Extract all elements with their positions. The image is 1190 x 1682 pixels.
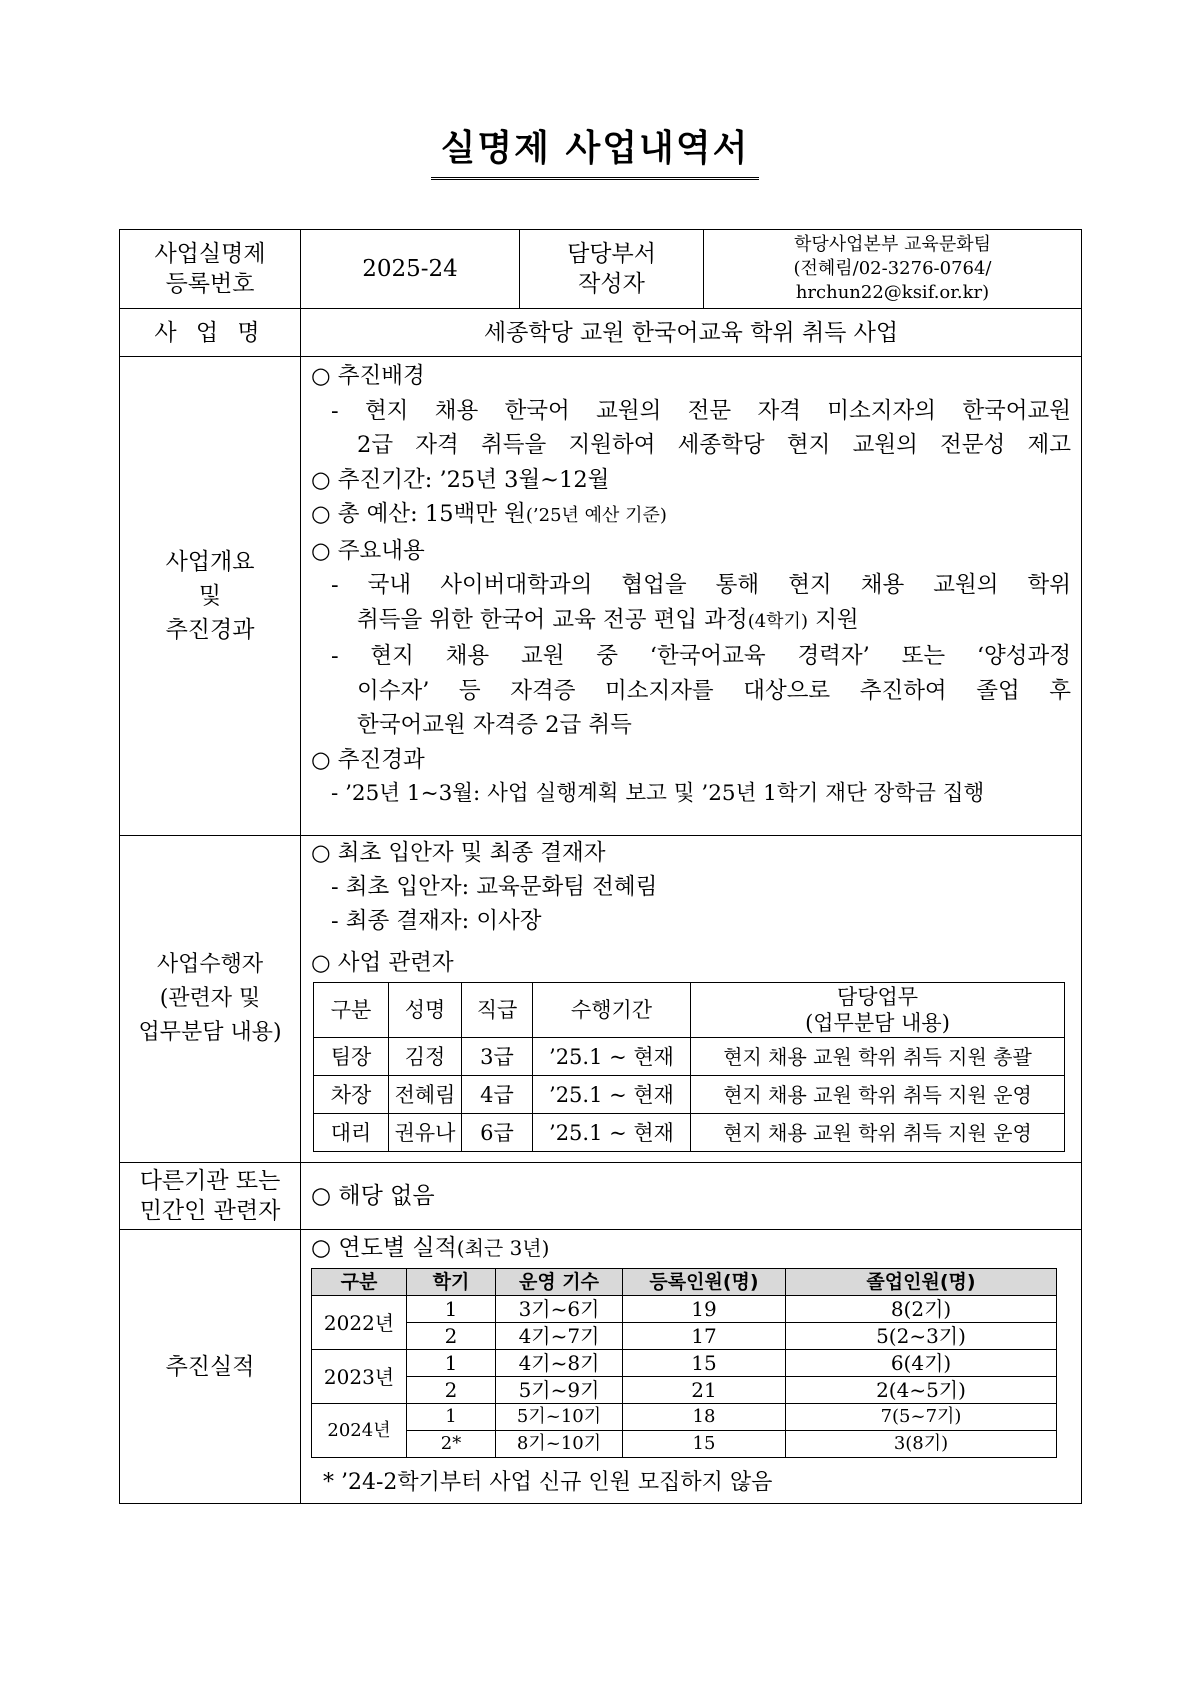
- author-email: hrchun22@ksif.or.kr): [795, 282, 990, 303]
- results-title: [301, 1230, 1081, 1266]
- period: ○ 추진기간: ’25년 3월~12월: [311, 466, 610, 493]
- row-role: 팀장: [314, 1038, 389, 1076]
- row-graduated: 3(8기): [786, 1431, 1057, 1458]
- col-duty-header: [691, 983, 1065, 1038]
- others-label: [120, 1163, 301, 1229]
- others-label-line1: 다른기관 또는: [139, 1168, 281, 1194]
- table-row: [312, 1404, 1057, 1431]
- overview-label-line1: 사업개요: [165, 549, 255, 575]
- overview-content: [301, 357, 1081, 835]
- col-term-header: 학기: [407, 1269, 496, 1296]
- row-year: 2023년: [312, 1350, 407, 1404]
- results-title-main: ○ 연도별 실적: [311, 1235, 457, 1261]
- row-graduated: 7(5~7기): [786, 1404, 1057, 1431]
- content1-line2-text: 취득을 위한 한국어 교육 전공 편입 과정: [357, 606, 748, 633]
- results-content: [301, 1230, 1081, 1503]
- department-label: 담당부서 작성자: [520, 230, 704, 308]
- performer-content: [301, 836, 1081, 1162]
- row-graduated: 6(4기): [786, 1350, 1057, 1377]
- registration-label: 사업실명제 등록번호: [120, 230, 301, 308]
- project-name-label: 사 업 명: [120, 309, 301, 356]
- drafter: - 최초 입안자: 교육문화팀 전혜림: [331, 874, 658, 900]
- row-term: 1: [407, 1404, 496, 1431]
- col-enrolled-header: 등록인원(명): [623, 1269, 786, 1296]
- table-row: [314, 1076, 1065, 1114]
- col-role-header: 구분: [314, 983, 389, 1038]
- results-row: [120, 1229, 1081, 1503]
- table-row: [312, 1350, 1057, 1377]
- performer-label-line2: (관련자 및: [159, 986, 261, 1011]
- registration-row: [120, 230, 1081, 308]
- row-graduated: 8(2기): [786, 1296, 1057, 1323]
- row-name: 전혜림: [389, 1076, 462, 1114]
- content2-line1: - 현지 채용 교원 중 ‘한국어교육 경력자’ 또는 ‘양성과정: [331, 643, 1071, 669]
- col-duty-header-line1: 담당업무: [836, 985, 919, 1009]
- row-period: ’25.1 ~ 현재: [533, 1114, 691, 1152]
- document-title-wrap: [0, 120, 1190, 180]
- performer-row: [120, 835, 1081, 1162]
- table-row: [312, 1323, 1057, 1350]
- row-grade: 3급: [462, 1038, 533, 1076]
- row-term: 1: [407, 1350, 496, 1377]
- others-row: [120, 1162, 1081, 1229]
- row-duty: 현지 채용 교원 학위 취득 지원 운영: [691, 1076, 1065, 1114]
- progress-line: - ’25년 1~3월: 사업 실행계획 보고 및 ’25년 1학기 재단 장학금 집행: [331, 781, 985, 806]
- row-duty: 현지 채용 교원 학위 취득 지원 총괄: [691, 1038, 1065, 1076]
- row-cohort: 8기~10기: [496, 1431, 623, 1458]
- registration-number: 2025-24: [301, 230, 520, 308]
- row-term: 2: [407, 1377, 496, 1404]
- results-label: 추진실적: [120, 1230, 301, 1503]
- project-name-value: 세종학당 교원 한국어교육 학위 취득 사업: [483, 319, 899, 346]
- content2-line2: 이수자’ 등 자격증 미소지자를 대상으로 추진하여 졸업 후: [357, 677, 1071, 704]
- others-value: ○ 해당 없음: [311, 1183, 435, 1209]
- row-role: 차장: [314, 1076, 389, 1114]
- content1-line1: - 국내 사이버대학과의 협업을 통해 현지 채용 교원의 학위: [331, 572, 1071, 598]
- content-title: ○ 주요내용: [311, 537, 425, 564]
- row-graduated: 2(4~5기): [786, 1377, 1057, 1404]
- row-name: 권유나: [389, 1114, 462, 1152]
- row-duty: 현지 채용 교원 학위 취득 지원 운영: [691, 1114, 1065, 1152]
- table-row: [314, 1038, 1065, 1076]
- business-record-table: [119, 229, 1082, 1504]
- row-cohort: 5기~10기: [496, 1404, 623, 1431]
- results-title-note: (최근 3년): [456, 1236, 550, 1260]
- row-name: 김정: [389, 1038, 462, 1076]
- table-row: [312, 1296, 1057, 1323]
- row-role: 대리: [314, 1114, 389, 1152]
- department-info: [704, 230, 1081, 308]
- row-grade: 4급: [462, 1076, 533, 1114]
- col-cohort-header: 운영 기수: [496, 1269, 623, 1296]
- row-enrolled: 15: [623, 1350, 786, 1377]
- col-name-header: 성명: [389, 983, 462, 1038]
- col-period-header: 수행기간: [533, 983, 691, 1038]
- others-label-line2: 민간인 관련자: [139, 1198, 281, 1224]
- col-duty-header-line2: (업무분담 내용): [805, 1011, 950, 1035]
- first-drafter-title: ○ 최초 입안자 및 최종 결재자: [311, 840, 606, 866]
- performer-label-line3: 업무분담 내용): [138, 1020, 282, 1045]
- department-name: 학당사업본부 교육문화팀: [794, 234, 991, 255]
- content1-line2: [301, 603, 1081, 640]
- results-footnote: * ’24-2학기부터 사업 신규 인원 모집하지 않음: [323, 1470, 773, 1495]
- related-title: ○ 사업 관련자: [311, 950, 454, 976]
- results-header-row: [312, 1269, 1057, 1296]
- content1-line2-term: (4학기): [747, 610, 808, 632]
- row-period: ’25.1 ~ 현재: [533, 1038, 691, 1076]
- background-line2: 2급 자격 취득을 지원하여 세종학당 현지 교원의 전문성 제고: [357, 432, 1071, 458]
- budget: [301, 497, 1081, 534]
- overview-label: [120, 357, 301, 835]
- row-enrolled: 18: [623, 1404, 786, 1431]
- row-period: ’25.1 ~ 현재: [533, 1076, 691, 1114]
- related-persons-table: [313, 982, 1065, 1152]
- overview-label-line3: 추진경과: [165, 617, 255, 643]
- project-name-row: [120, 308, 1081, 356]
- row-grade: 6급: [462, 1114, 533, 1152]
- content2-line3: 한국어교원 자격증 2급 취득: [357, 712, 632, 738]
- row-enrolled: 15: [623, 1431, 786, 1458]
- related-header-row: [314, 983, 1065, 1038]
- row-term: 2: [407, 1323, 496, 1350]
- performer-label-line1: 사업수행자: [156, 952, 264, 977]
- row-cohort: 3기~6기: [496, 1296, 623, 1323]
- performer-label: [120, 836, 301, 1162]
- yearly-results-table: [311, 1268, 1057, 1458]
- row-enrolled: 19: [623, 1296, 786, 1323]
- progress-title: ○ 추진경과: [311, 746, 425, 773]
- table-row: [312, 1377, 1057, 1404]
- col-year-header: 구분: [312, 1269, 407, 1296]
- row-term: 1: [407, 1296, 496, 1323]
- background-line1: - 현지 채용 한국어 교원의 전문 자격 미소지자의 한국어교원: [331, 397, 1071, 424]
- col-grade-header: 직급: [462, 983, 533, 1038]
- budget-value: ○ 총 예산: 15백만 원: [311, 501, 526, 527]
- author-phone: (전혜림/02-3276-0764/: [793, 258, 992, 279]
- row-enrolled: 17: [623, 1323, 786, 1350]
- table-row: [312, 1431, 1057, 1458]
- row-year: 2022년: [312, 1296, 407, 1350]
- row-term: 2*: [407, 1431, 496, 1458]
- row-cohort: 5기~9기: [496, 1377, 623, 1404]
- overview-row: [120, 356, 1081, 835]
- col-graduated-header: 졸업인원(명): [786, 1269, 1057, 1296]
- row-cohort: 4기~8기: [496, 1350, 623, 1377]
- row-enrolled: 21: [623, 1377, 786, 1404]
- document-title: 실명제 사업내역서: [431, 120, 760, 180]
- approver: - 최종 결재자: 이사장: [331, 908, 542, 934]
- row-graduated: 5(2~3기): [786, 1323, 1057, 1350]
- overview-label-line2: 및: [198, 583, 222, 609]
- background-title: ○ 추진배경: [311, 363, 425, 389]
- table-row: [314, 1114, 1065, 1152]
- row-cohort: 4기~7기: [496, 1323, 623, 1350]
- content1-line2-end: 지원: [807, 606, 859, 633]
- row-year: 2024년: [312, 1404, 407, 1458]
- budget-note: (’25년 예산 기준): [525, 505, 667, 526]
